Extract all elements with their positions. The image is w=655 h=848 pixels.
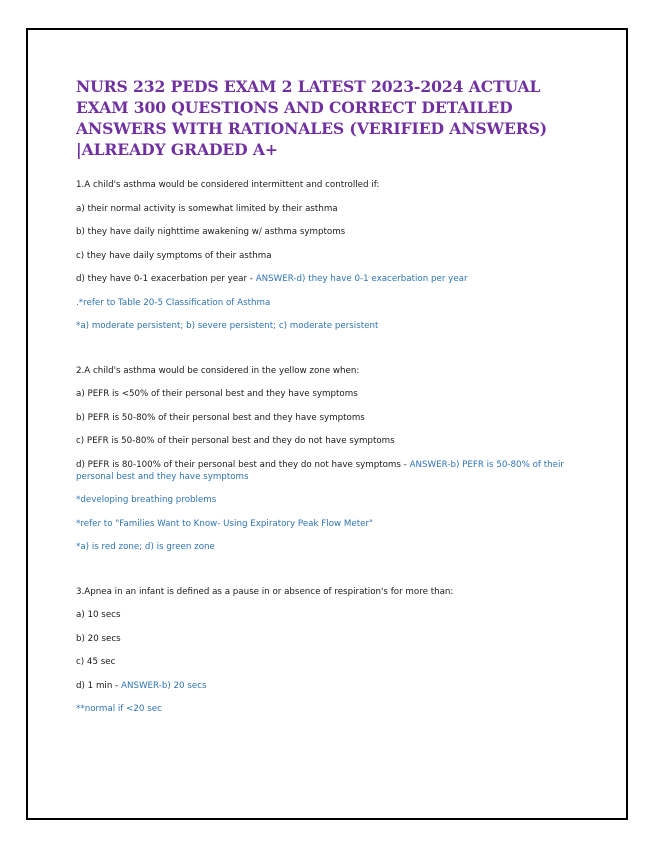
option-a: a) 10 secs bbox=[76, 610, 121, 620]
option-c: c) PEFR is 50-80% of their personal best and they do not have symptoms bbox=[76, 436, 395, 446]
document-body bbox=[76, 76, 576, 727]
option-c: c) 45 sec bbox=[76, 657, 116, 667]
document-title: NURS 232 PEDS EXAM 2 LATEST 2023-2024 ACTUAL EXAM 300 QUESTIONS AND CORRECT DETAILED ANSWERS WITH RATIONALES (VERIFIED ANSWERS) |ALREADY GRADED A+ bbox=[76, 77, 548, 159]
rationale-note: .*refer to Table 20-5 Classification of Asthma bbox=[76, 297, 271, 308]
question-prompt: 3.Apnea in an infant is defined as a pause in or absence of respiration's for more than: bbox=[76, 586, 454, 597]
question-prompt: 1.A child's asthma would be considered intermittent and controlled if: bbox=[76, 180, 380, 190]
answer-text: ANSWER-b) 20 secs bbox=[121, 680, 207, 691]
question-block bbox=[76, 179, 576, 332]
option-d-line bbox=[76, 680, 576, 692]
option-b: b) 20 secs bbox=[76, 633, 121, 644]
answer-text: ANSWER-d) they have 0-1 exacerbation per year bbox=[255, 274, 468, 284]
question-prompt: 2.A child's asthma would be considered in the yellow zone when: bbox=[76, 365, 360, 376]
rationale-note: **normal if <20 sec bbox=[76, 704, 162, 714]
option-d-line bbox=[76, 459, 576, 483]
rationale-note: *developing breathing problems bbox=[76, 495, 217, 505]
option-b: b) they have daily nighttime awakening w/ asthma symptoms bbox=[76, 227, 346, 237]
option-d: d) PEFR is 80-100% of their personal best and they do not have symptoms - bbox=[76, 459, 410, 470]
option-b: b) PEFR is 50-80% of their personal best and they have symptoms bbox=[76, 412, 365, 423]
option-d: d) they have 0-1 exacerbation per year - bbox=[76, 274, 256, 284]
option-c: c) they have daily symptoms of their asthma bbox=[76, 250, 272, 261]
question-block bbox=[76, 586, 576, 716]
question-block bbox=[76, 365, 576, 554]
option-a: a) PEFR is <50% of their personal best and they have symptoms bbox=[76, 389, 358, 399]
option-d-line bbox=[76, 273, 576, 285]
option-d: d) 1 min - bbox=[76, 680, 121, 691]
rationale-note: *refer to "Families Want to Know- Using Expiratory Peak Flow Meter" bbox=[76, 518, 374, 529]
rationale-note: *a) moderate persistent; b) severe persistent; c) moderate persistent bbox=[76, 321, 379, 331]
option-a: a) their normal activity is somewhat limited by their asthma bbox=[76, 203, 338, 214]
question-spacer bbox=[76, 344, 576, 365]
answer-text: ANSWER-b) PEFR is 50-80% of their personal best and they have symptoms bbox=[76, 459, 564, 482]
question-spacer bbox=[76, 565, 576, 586]
rationale-note: *a) is red zone; d) is green zone bbox=[76, 542, 215, 552]
